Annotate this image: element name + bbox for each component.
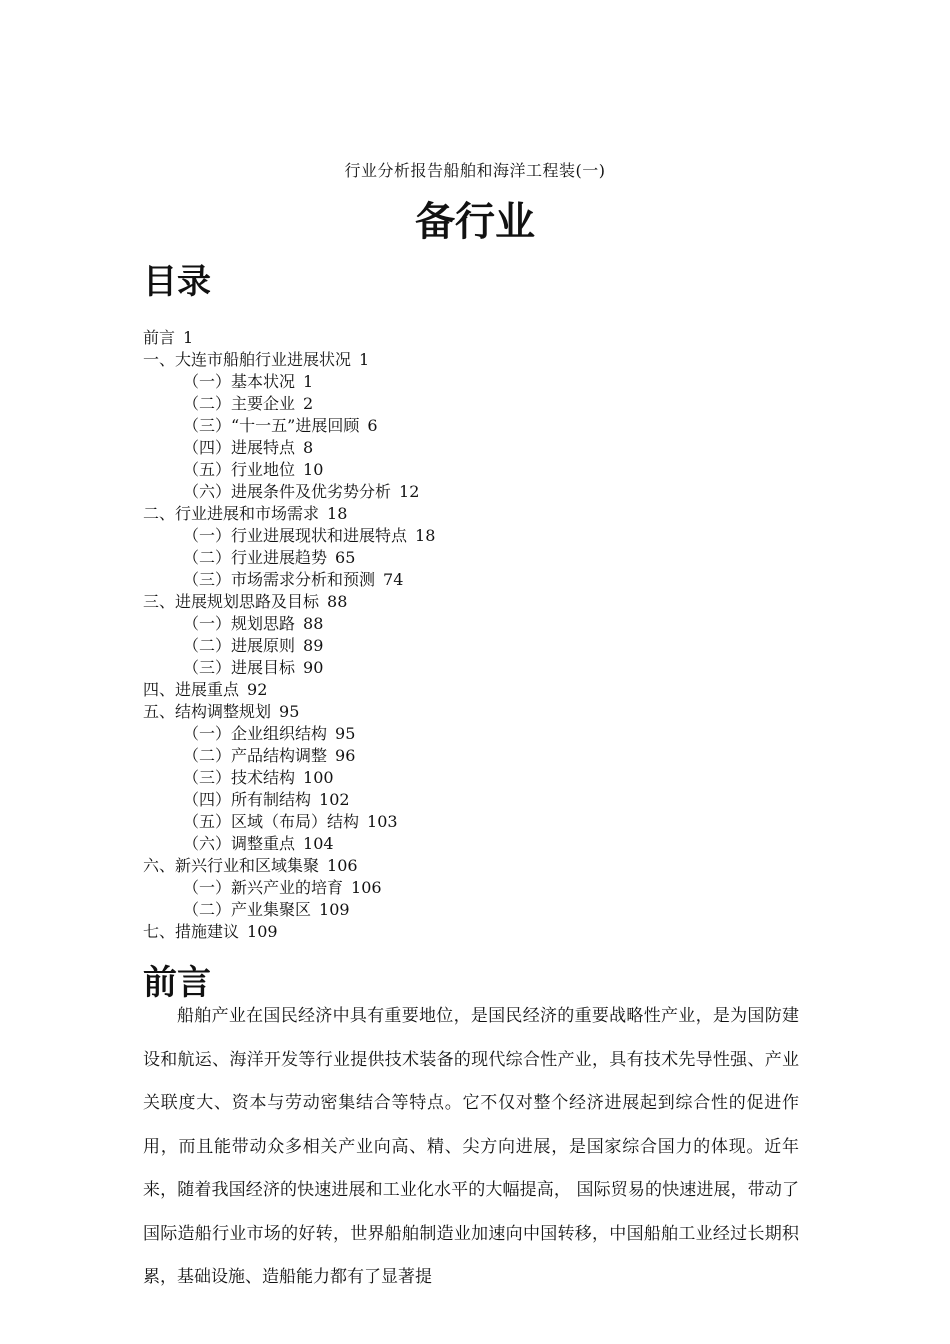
toc-entry[interactable] xyxy=(143,437,843,459)
toc-entry-label: （二）行业进展趋势 xyxy=(183,548,328,567)
toc-entry[interactable] xyxy=(143,459,843,481)
toc-entry-page: 109 xyxy=(319,900,350,919)
toc-entry-page: 12 xyxy=(399,482,420,501)
toc-entry-page: 106 xyxy=(327,856,358,875)
toc-entry-label: （六）调整重点 xyxy=(183,834,296,853)
toc-entry[interactable] xyxy=(143,833,843,855)
toc-entry[interactable] xyxy=(143,371,843,393)
toc-entry[interactable] xyxy=(143,679,843,701)
toc-entry-label: （二）进展原则 xyxy=(183,636,296,655)
toc-entry-label: （二）产业集聚区 xyxy=(183,900,312,919)
toc-entry[interactable] xyxy=(143,547,843,569)
toc-entry[interactable] xyxy=(143,481,843,503)
toc-entry[interactable] xyxy=(143,657,843,679)
toc-entry[interactable] xyxy=(143,899,843,921)
toc-entry[interactable] xyxy=(143,327,843,349)
toc-entry[interactable] xyxy=(143,701,843,723)
toc-entry-page: 18 xyxy=(327,504,348,523)
toc-entry-page: 1 xyxy=(303,372,314,391)
toc-entry[interactable] xyxy=(143,745,843,767)
toc-entry-page: 109 xyxy=(247,922,278,941)
toc-entry[interactable] xyxy=(143,569,843,591)
toc-entry-page: 8 xyxy=(303,438,314,457)
toc-entry[interactable] xyxy=(143,635,843,657)
toc-entry-page: 1 xyxy=(359,350,370,369)
toc-entry-page: 95 xyxy=(335,724,356,743)
toc-entry-page: 89 xyxy=(303,636,324,655)
toc-entry[interactable] xyxy=(143,789,843,811)
toc-entry-page: 92 xyxy=(247,680,268,699)
toc-entry-label: 四、进展重点 xyxy=(143,680,240,699)
toc-entry-label: 七、措施建议 xyxy=(143,922,240,941)
toc-entry[interactable] xyxy=(143,811,843,833)
table-of-contents xyxy=(143,327,843,943)
preface-heading: 前言 xyxy=(143,963,211,1003)
toc-entry-label: 六、新兴行业和区域集聚 xyxy=(143,856,320,875)
toc-entry-label: （一）规划思路 xyxy=(183,614,296,633)
toc-entry-page: 10 xyxy=(303,460,324,479)
toc-entry-label: （五）行业地位 xyxy=(183,460,296,479)
toc-entry[interactable] xyxy=(143,921,843,943)
toc-entry-page: 74 xyxy=(383,570,404,589)
toc-entry[interactable] xyxy=(143,393,843,415)
toc-entry-page: 88 xyxy=(303,614,324,633)
toc-entry[interactable] xyxy=(143,503,843,525)
toc-entry[interactable] xyxy=(143,767,843,789)
toc-entry-label: （三）“十一五”进展回顾 xyxy=(183,416,360,435)
toc-entry[interactable] xyxy=(143,723,843,745)
toc-entry[interactable] xyxy=(143,525,843,547)
toc-entry-label: 前言 xyxy=(143,328,176,347)
toc-heading: 目录 xyxy=(143,262,211,302)
toc-entry-label: （一）新兴产业的培育 xyxy=(183,878,344,897)
toc-entry-page: 104 xyxy=(303,834,334,853)
toc-entry-label: 一、大连市船舶行业进展状况 xyxy=(143,350,352,369)
toc-entry-label: （一）基本状况 xyxy=(183,372,296,391)
toc-entry-label: （五）区域（布局）结构 xyxy=(183,812,360,831)
toc-entry-label: 三、进展规划思路及目标 xyxy=(143,592,320,611)
toc-entry-page: 2 xyxy=(303,394,314,413)
toc-entry-label: （一）企业组织结构 xyxy=(183,724,328,743)
toc-entry[interactable] xyxy=(143,877,843,899)
toc-entry-page: 95 xyxy=(279,702,300,721)
toc-entry-label: （一）行业进展现状和进展特点 xyxy=(183,526,408,545)
toc-entry-label: （六）进展条件及优劣势分析 xyxy=(183,482,392,501)
toc-entry-label: （四）进展特点 xyxy=(183,438,296,457)
toc-entry-label: 二、行业进展和市场需求 xyxy=(143,504,320,523)
toc-entry-label: （三）技术结构 xyxy=(183,768,296,787)
toc-entry-label: （三）进展目标 xyxy=(183,658,296,677)
document-title: 备行业 xyxy=(415,199,535,245)
toc-entry-page: 90 xyxy=(303,658,324,677)
toc-entry-label: （四）所有制结构 xyxy=(183,790,312,809)
toc-entry-page: 96 xyxy=(335,746,356,765)
toc-entry-label: 五、结构调整规划 xyxy=(143,702,272,721)
toc-entry-page: 1 xyxy=(183,328,194,347)
toc-entry-label: （二）主要企业 xyxy=(183,394,296,413)
preface-paragraph: 船舶产业在国民经济中具有重要地位，是国民经济的重要战略性产业，是为国防建设和航运、海洋开发等行业提供技术装备的现代综合性产业，具有技术先导性强、产业关联度大、资本与劳动密集结合等特点。它不仅对整个经济进展起到综合性的促进作用，而且能带动众多相关产业向高、精、尖方向进展，是国家综合国力的体现。近年来，随着我国经济的快速进展和工业化水平的大幅提高， 国际贸易的快速进展，带动了国际造船行业市场的好转，世界船舶制造业加速向中国转移，中国船舶工业经过长期积累，基础设施、造船能力都有了显著提 xyxy=(143,1006,799,1287)
toc-entry-label: （三）市场需求分析和预测 xyxy=(183,570,376,589)
toc-entry-page: 102 xyxy=(319,790,350,809)
toc-entry[interactable] xyxy=(143,349,843,371)
toc-entry-page: 103 xyxy=(367,812,398,831)
toc-entry-page: 6 xyxy=(367,416,378,435)
document-subtitle: 行业分析报告船舶和海洋工程装(一) xyxy=(344,161,606,180)
toc-entry-page: 18 xyxy=(415,526,436,545)
toc-entry[interactable] xyxy=(143,613,843,635)
toc-entry[interactable] xyxy=(143,855,843,877)
toc-entry-label: （二）产品结构调整 xyxy=(183,746,328,765)
toc-entry-page: 100 xyxy=(303,768,334,787)
toc-entry-page: 106 xyxy=(351,878,382,897)
toc-entry[interactable] xyxy=(143,415,843,437)
toc-entry-page: 88 xyxy=(327,592,348,611)
toc-entry-page: 65 xyxy=(335,548,356,567)
toc-entry[interactable] xyxy=(143,591,843,613)
